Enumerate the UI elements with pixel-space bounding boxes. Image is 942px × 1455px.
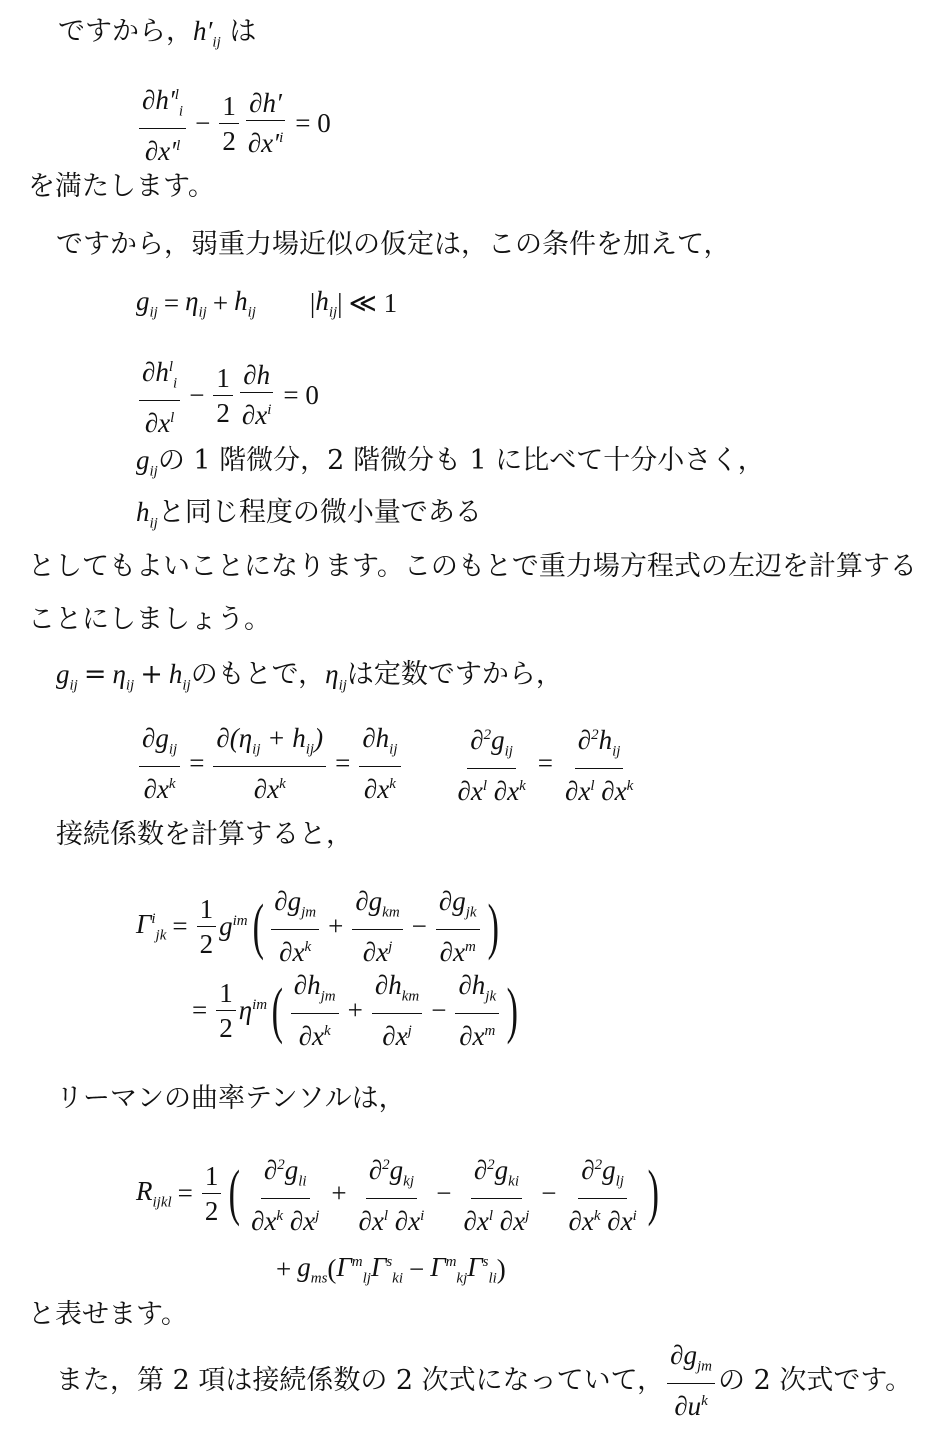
equation-gauge-prime: $\frac{\partial h'^l_i}{\partial x'^l}$ − $\frac{1}{2}$ $\frac{\partial h'}{\partial x'^i}$ = 0 [136,80,337,166]
text-line-8: $g_{ij} = \eta_{ij} + h_{ij}$のもとで，$\eta_{ij}$は定数ですから， [56,659,563,694]
text-line-12: また，第 2 項は接続係数の 2 次式になっていて， $\frac{\partial g_{jm}}{\partial u^k}$ の 2 次式です。 [56,1340,913,1422]
text-line-5: $h_{ij}$と同じ程度の微小量である [136,497,482,532]
equation-riemann-2: + $g_{ms}$ ( $\Gamma^m_{lj}\Gamma^s_{ki}$ − $\Gamma^m_{kj}\Gamma^s_{li}$ ) [276,1252,506,1287]
text-1b: は [229,16,257,47]
equation-metric: $g_{ij}$ = $\eta_{ij}$ + $h_{ij}$ | $h_{ij}$ | ≪ 1 [136,286,398,321]
text-line-6: としてもよいことになります。このもとで重力場方程式の左辺を計算する [28,551,917,582]
equation-christoffel-1: $\Gamma^i_{jk}$ = $\frac{1}{2}$ $g^{im}$ ( $\frac{\partial g_{jm}}{\partial x^k}$ + $\frac{\partial g_{km}}{\partial x^j}$ − $\frac{\partial g_{jk}}{\partial x^m}$ ) [136,886,499,968]
text-line-2: を満たします。 [28,171,215,202]
text-1a: ですから， [58,16,193,47]
equation-riemann-1: $R_{ijkl}$ = $\frac{1}{2}$ ( $\frac{\partial^2g_{li}}{\partial x^k \partial x^j}$ + $\frac{\partial^2g_{kj}}{\partial x^l \partial x^i}$ − $\frac{\partial^2g_{ki}}{\partial x^l \partial x^j}$ − $\frac{\partial^2g_{lj}}{\partial x^k \partial x^i}$ ) [136,1150,663,1236]
h-prime-ij: $h'_{ij}$ [193,16,221,51]
text-line-3: ですから，弱重力場近似の仮定は，この条件を加えて， [56,229,731,260]
text-line-9: 接続係数を計算すると， [56,819,353,850]
equation-derivatives: $\frac{\partial g_{ij}}{\partial x^k}$ = $\frac{\partial(\eta_{ij} + h_{ij})}{\partial x^k}$ = $\frac{\partial h_{ij}}{\partial x^k}$ $\frac{\partial^2g_{ij}}{\partial x^l \partial x^k}$ = $\frac{\partial^2h_{ij}}{\partial x^l \partial x^k}$ [136,720,639,806]
text-line-7: ことにしましょう。 [28,604,271,635]
text-line-4: $g_{ij}$の 1 階微分，2 階微分も 1 に比べて十分小さく， [136,445,765,480]
equation-christoffel-2: = $\frac{1}{2}$ $\eta^{im}$ ( $\frac{\partial h_{jm}}{\partial x^k}$ + $\frac{\partial h_{km}}{\partial x^j}$ − $\frac{\partial h_{jk}}{\partial x^m}$ ) [192,970,519,1052]
text-line-1 [58,14,256,59]
equation-gauge: $\frac{\partial h^l_i}{\partial x^l}$ − $\frac{1}{2}$ $\frac{\partial h}{\partial x^i}$ = 0 [136,352,325,438]
text-line-10: リーマンの曲率テンソルは， [56,1083,406,1114]
text-line-11: と表せます。 [28,1299,188,1330]
